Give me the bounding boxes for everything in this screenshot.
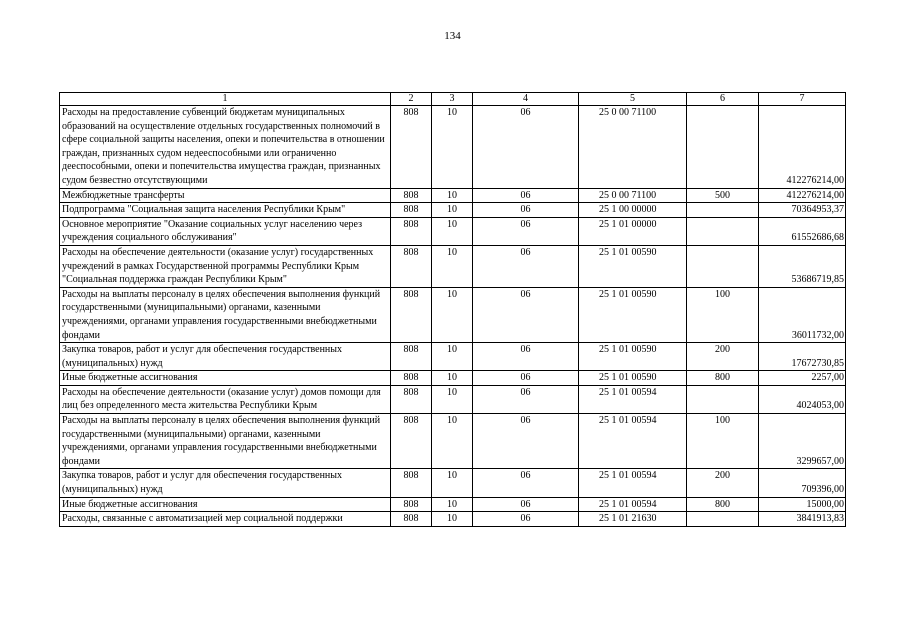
subsection-code-cell: 06 <box>473 469 579 497</box>
expense-name-cell: Расходы, связанные с автоматизацией мер социальной поддержки <box>60 512 391 527</box>
program-code-cell: 25 1 00 00000 <box>579 203 687 218</box>
column-header: 1 <box>60 93 391 106</box>
section-code-cell: 10 <box>432 287 473 342</box>
program-code-cell: 25 1 01 00590 <box>579 287 687 342</box>
subsection-code-cell: 06 <box>473 343 579 371</box>
ministry-code-cell: 808 <box>391 287 432 342</box>
column-header: 7 <box>759 93 846 106</box>
ministry-code-cell: 808 <box>391 245 432 287</box>
section-code-cell: 10 <box>432 343 473 371</box>
ministry-code-cell: 808 <box>391 512 432 527</box>
table-row <box>60 217 846 245</box>
expense-type-cell <box>687 512 759 527</box>
amount-cell: 3841913,83 <box>759 512 846 527</box>
program-code-cell: 25 1 01 00590 <box>579 371 687 386</box>
table-row <box>60 188 846 203</box>
expense-type-cell: 100 <box>687 287 759 342</box>
table-row <box>60 385 846 413</box>
program-code-cell: 25 1 01 00590 <box>579 245 687 287</box>
expense-type-cell: 800 <box>687 497 759 512</box>
subsection-code-cell: 06 <box>473 287 579 342</box>
expense-name-cell: Закупка товаров, работ и услуг для обеспечения государственных (муниципальных) нужд <box>60 469 391 497</box>
table-row <box>60 203 846 218</box>
subsection-code-cell: 06 <box>473 512 579 527</box>
expense-name-cell: Расходы на обеспечение деятельности (оказание услуг) государственных учреждений в рамках Государственной программы Республики Крым "Социальная поддержка граждан Республики Крым" <box>60 245 391 287</box>
amount-cell: 61552686,68 <box>759 217 846 245</box>
section-code-cell: 10 <box>432 414 473 469</box>
subsection-code-cell: 06 <box>473 414 579 469</box>
expense-name-cell: Межбюджетные трансферты <box>60 188 391 203</box>
column-header: 5 <box>579 93 687 106</box>
column-header: 2 <box>391 93 432 106</box>
program-code-cell: 25 0 00 71100 <box>579 188 687 203</box>
subsection-code-cell: 06 <box>473 497 579 512</box>
amount-cell: 2257,00 <box>759 371 846 386</box>
column-header-row <box>60 93 846 106</box>
subsection-code-cell: 06 <box>473 106 579 189</box>
expense-type-cell: 100 <box>687 414 759 469</box>
table-row <box>60 414 846 469</box>
budget-table <box>59 92 846 527</box>
amount-cell: 36011732,00 <box>759 287 846 342</box>
expense-name-cell: Расходы на выплаты персоналу в целях обеспечения выполнения функций государственными (муниципальными) органами, казенными учреждениями, органами управления государственными внебюджетными фондами <box>60 414 391 469</box>
subsection-code-cell: 06 <box>473 217 579 245</box>
section-code-cell: 10 <box>432 469 473 497</box>
section-code-cell: 10 <box>432 497 473 512</box>
amount-cell: 412276214,00 <box>759 188 846 203</box>
expense-type-cell <box>687 245 759 287</box>
section-code-cell: 10 <box>432 385 473 413</box>
program-code-cell: 25 1 01 00594 <box>579 469 687 497</box>
expense-name-cell: Иные бюджетные ассигнования <box>60 371 391 386</box>
section-code-cell: 10 <box>432 512 473 527</box>
subsection-code-cell: 06 <box>473 203 579 218</box>
program-code-cell: 25 1 01 00594 <box>579 385 687 413</box>
expense-type-cell <box>687 385 759 413</box>
ministry-code-cell: 808 <box>391 203 432 218</box>
page-number: 134 <box>444 30 461 42</box>
amount-cell: 412276214,00 <box>759 106 846 189</box>
subsection-code-cell: 06 <box>473 371 579 386</box>
expense-name-cell: Расходы на обеспечение деятельности (оказание услуг) домов помощи для лиц без определенного места жительства Республики Крым <box>60 385 391 413</box>
program-code-cell: 25 1 01 00590 <box>579 343 687 371</box>
program-code-cell: 25 1 01 00000 <box>579 217 687 245</box>
ministry-code-cell: 808 <box>391 371 432 386</box>
section-code-cell: 10 <box>432 188 473 203</box>
section-code-cell: 10 <box>432 203 473 218</box>
program-code-cell: 25 1 01 00594 <box>579 414 687 469</box>
subsection-code-cell: 06 <box>473 245 579 287</box>
ministry-code-cell: 808 <box>391 469 432 497</box>
amount-cell: 15000,00 <box>759 497 846 512</box>
amount-cell: 3299657,00 <box>759 414 846 469</box>
amount-cell: 53686719,85 <box>759 245 846 287</box>
expense-name-cell: Закупка товаров, работ и услуг для обеспечения государственных (муниципальных) нужд <box>60 343 391 371</box>
amount-cell: 17672730,85 <box>759 343 846 371</box>
expense-name-cell: Иные бюджетные ассигнования <box>60 497 391 512</box>
table-row <box>60 512 846 527</box>
column-header: 6 <box>687 93 759 106</box>
expense-name-cell: Расходы на выплаты персоналу в целях обеспечения выполнения функций государственными (муниципальными) органами, казенными учреждениями, органами управления государственными внебюджетными фондами <box>60 287 391 342</box>
program-code-cell: 25 1 01 21630 <box>579 512 687 527</box>
expense-type-cell: 200 <box>687 469 759 497</box>
expense-type-cell <box>687 106 759 189</box>
table-row <box>60 287 846 342</box>
section-code-cell: 10 <box>432 371 473 386</box>
subsection-code-cell: 06 <box>473 188 579 203</box>
table-body <box>60 106 846 527</box>
table-row <box>60 106 846 189</box>
amount-cell: 70364953,37 <box>759 203 846 218</box>
section-code-cell: 10 <box>432 106 473 189</box>
expense-type-cell: 800 <box>687 371 759 386</box>
expense-type-cell <box>687 217 759 245</box>
expense-name-cell: Основное мероприятие "Оказание социальных услуг населению через учреждения социального обслуживания" <box>60 217 391 245</box>
expense-type-cell <box>687 203 759 218</box>
program-code-cell: 25 1 01 00594 <box>579 497 687 512</box>
column-header: 4 <box>473 93 579 106</box>
ministry-code-cell: 808 <box>391 385 432 413</box>
ministry-code-cell: 808 <box>391 217 432 245</box>
ministry-code-cell: 808 <box>391 497 432 512</box>
ministry-code-cell: 808 <box>391 106 432 189</box>
subsection-code-cell: 06 <box>473 385 579 413</box>
table-row <box>60 497 846 512</box>
table-row <box>60 371 846 386</box>
section-code-cell: 10 <box>432 245 473 287</box>
table-row <box>60 245 846 287</box>
program-code-cell: 25 0 00 71100 <box>579 106 687 189</box>
amount-cell: 4024053,00 <box>759 385 846 413</box>
expense-name-cell: Расходы на предоставление субвенций бюджетам муниципальных образований на осуществление отдельных государственных полномочий в сфере социальной защиты населения, опеки и попечительства в отношении граждан, признанных судом недееспособными или ограниченно дееспособными, опеки и попечительства имущества граждан, признанных судом безвестно отсутствующими <box>60 106 391 189</box>
ministry-code-cell: 808 <box>391 343 432 371</box>
expense-type-cell: 200 <box>687 343 759 371</box>
expense-type-cell: 500 <box>687 188 759 203</box>
ministry-code-cell: 808 <box>391 188 432 203</box>
table-row <box>60 343 846 371</box>
section-code-cell: 10 <box>432 217 473 245</box>
column-header: 3 <box>432 93 473 106</box>
expense-name-cell: Подпрограмма "Социальная защита населения Республики Крым" <box>60 203 391 218</box>
ministry-code-cell: 808 <box>391 414 432 469</box>
table-row <box>60 469 846 497</box>
amount-cell: 709396,00 <box>759 469 846 497</box>
